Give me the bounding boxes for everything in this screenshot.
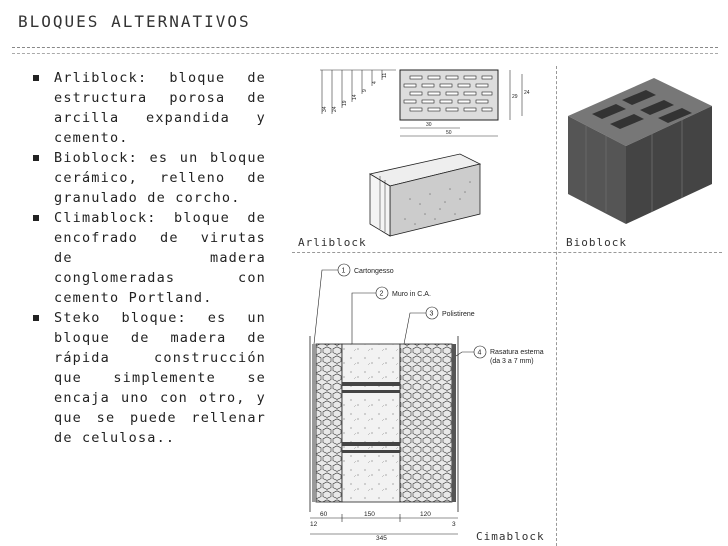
dim-label: 150 [364,511,375,518]
list-item: Arliblock: bloque de estructura porosa de arcilla expandida y cemento. [30,68,266,148]
cimablock-drawing [292,256,556,544]
dim-label: 345 [376,535,387,542]
dim-label: 120 [420,511,431,518]
callout-label: Muro in C.A. [392,291,431,298]
bioblock-image [562,66,718,236]
list-item: Steko bloque: es un bloque de madera de rápida construcción que simplemente se encaja uno con otro, y que se puede rellenar de celulosa.. [30,308,266,448]
dim-label: 24 [524,90,530,96]
dim-label: 24 [332,106,338,112]
callout-label: Polistirene [442,311,475,318]
callout-number: 2 [379,290,384,298]
dim-label: 30 [426,122,432,128]
page-title: BLOQUES ALTERNATIVOS [18,12,251,31]
callout-sublabel: (da 3 a 7 mm) [490,358,534,365]
dim-label: 34 [322,106,328,112]
dim-label: 4 [372,81,378,84]
dim-label: 14 [352,94,358,100]
grid-divider-vertical [556,66,557,546]
bullet-list [30,68,266,448]
callout-label: Rasatura esterna [490,349,544,356]
dim-label: 3 [452,521,456,528]
dim-label: 50 [446,130,452,136]
list-item: Bioblock: es un bloque cerámico, relleno de granulado de corcho. [30,148,266,208]
dim-label: 60 [320,511,328,518]
title-divider [12,47,718,48]
dim-label: 12 [310,521,318,528]
callout-number: 3 [429,310,434,318]
caption-arliblock: Arliblock [298,236,367,249]
dim-label: 11 [382,72,388,78]
callout-number: 4 [477,349,482,357]
dim-label: 29 [512,94,518,100]
dim-label: 19 [342,100,348,106]
callout-label: Cartongesso [354,268,394,275]
caption-bioblock: Bioblock [566,236,627,249]
list-item: Climablock: bloque de encofrado de virutas de madera conglomeradas con cemento Portland. [30,208,266,308]
dim-label: 9 [362,89,368,92]
arliblock-drawing [300,64,550,239]
title-divider-secondary [12,53,718,54]
callout-number: 1 [341,267,346,275]
caption-cimablock: Cimablock [476,530,545,543]
grid-divider-horizontal [292,252,722,253]
